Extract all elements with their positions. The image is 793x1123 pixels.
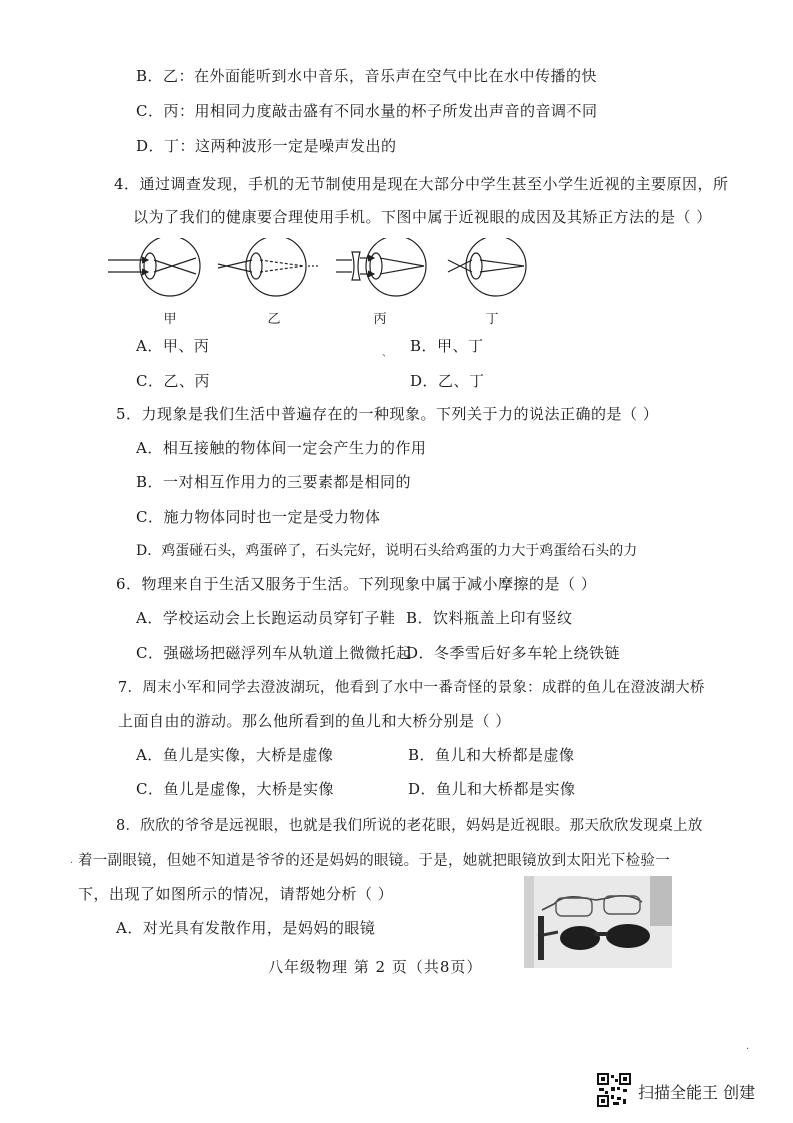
q7-option-a: A．鱼儿是实像，大桥是虚像: [136, 746, 334, 764]
q8-option-a: A．对光具有发散作用，是妈妈的眼镜: [116, 919, 376, 937]
q4-option-c: C．乙、丙: [136, 372, 210, 390]
q4-stem-line1: 4．通过调查发现，手机的无节制使用是现在大部分中学生甚至小学生近视的主要原因，所: [114, 175, 729, 193]
q5-option-b: B．一对相互作用力的三要素都是相同的: [136, 473, 412, 491]
figure-label-jia: 甲: [163, 312, 177, 327]
scan-speck: ·: [70, 858, 74, 869]
eye-diagrams: [108, 238, 528, 308]
qr-code-icon: [597, 1073, 631, 1107]
q7-stem-line2: 上面自由的游动。那么他所看到的鱼儿和大桥分别是（ ）: [118, 712, 511, 730]
q5-option-c: C．施力物体同时也一定是受力物体: [136, 508, 381, 526]
q5-option-d: D．鸡蛋碰石头，鸡蛋碎了，石头完好，说明石头给鸡蛋的力大于鸡蛋给石头的力: [136, 543, 638, 559]
q4-option-a: A．甲、丙: [136, 337, 210, 355]
eye-diagram-bing: [336, 238, 426, 296]
q6-option-b: B．饮料瓶盖上印有竖纹: [406, 609, 573, 627]
q8-stem-line2: 着一副眼镜，但她不知道是爷爷的还是妈妈的眼镜。于是，她就把眼镜放到太阳光下检验一: [78, 853, 670, 869]
q6-option-d: D．冬季雪后好多车轮上绕铁链: [406, 644, 621, 662]
q3-option-d: D．丁：这两种波形一定是噪声发出的: [136, 137, 397, 155]
q4-stem-line2: 以为了我们的健康要合理使用手机。下图中属于近视眼的成因及其矫正方法的是（ ）: [133, 208, 712, 226]
figure-label-ding: 丁: [485, 312, 499, 327]
q4-option-d: D．乙、丁: [410, 372, 485, 390]
q3-option-b: B．乙：在外面能听到水中音乐，音乐声在空气中比在水中传播的快: [136, 67, 598, 85]
q8-stem-line3: 下，出现了如图所示的情况，请帮她分析（ ）: [78, 885, 394, 903]
q6-option-c: C．强磁场把磁浮列车从轨道上微微托起: [136, 644, 412, 662]
q7-option-d: D．鱼儿和大桥都是实像: [408, 780, 576, 798]
q7-option-c: C．鱼儿是虚像，大桥是实像: [136, 780, 334, 798]
eye-diagram-jia: [108, 238, 200, 296]
eye-diagram-yi: [218, 238, 318, 296]
q6-option-a: A．学校运动会上长跑运动员穿钉子鞋: [136, 609, 396, 627]
figure-label-yi: 乙: [267, 312, 281, 327]
scanner-brand-watermark: 扫描全能王 创建: [638, 1083, 756, 1102]
eye-diagram-ding: [448, 238, 526, 296]
glasses-photo: [524, 876, 672, 968]
q6-stem: 6．物理来自于生活又服务于生活。下列现象中属于减小摩擦的是（ ）: [116, 575, 597, 593]
q7-stem-line1: 7．周末小军和同学去澄波湖玩，他看到了水中一番奇怪的景象：成群的鱼儿在澄波湖大桥: [118, 680, 705, 696]
scan-speck: 、: [382, 348, 392, 359]
q3-option-c: C．丙：用相同力度敲击盛有不同水量的杯子所发出声音的音调不同: [136, 102, 598, 120]
q8-stem-line1: 8．欣欣的爷爷是远视眼，也就是我们所说的老花眼，妈妈是近视眼。那天欣欣发现桌上放: [116, 818, 703, 834]
q4-option-b: B．甲、丁: [410, 337, 484, 355]
figure-label-bing: 丙: [373, 312, 387, 327]
q5-option-a: A．相互接触的物体间一定会产生力的作用: [136, 439, 427, 457]
q7-option-b: B．鱼儿和大桥都是虚像: [408, 746, 575, 764]
page-footer: 八年级物理 第 2 页（共8页）: [268, 958, 483, 976]
q5-stem: 5．力现象是我们生活中普遍存在的一种现象。下列关于力的说法正确的是（ ）: [116, 405, 659, 423]
scan-speck: ·: [746, 1044, 750, 1055]
